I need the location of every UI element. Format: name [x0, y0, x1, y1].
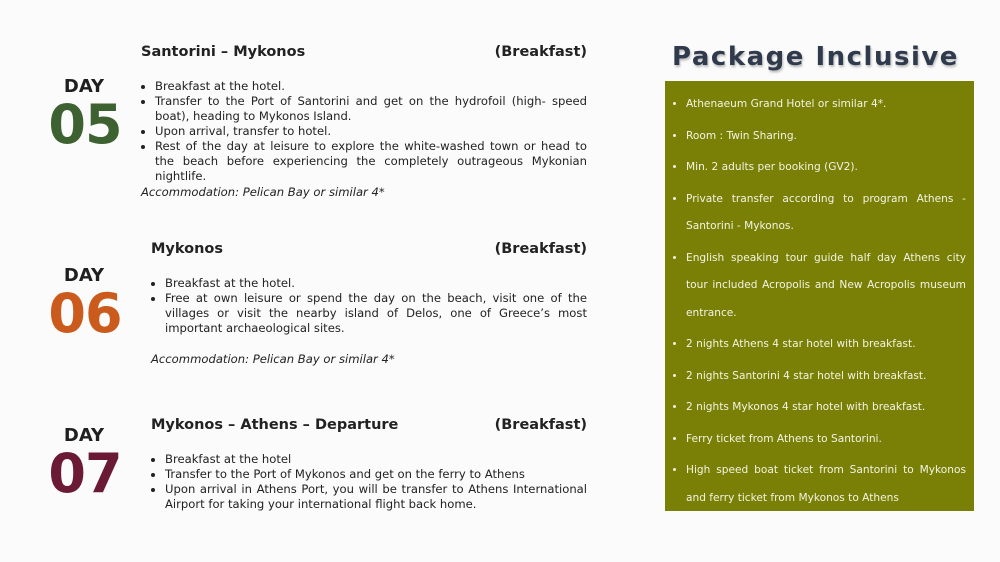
list-item: • Upon arrival in Athens Port, you will be transfer to Athens International Airport for taking your international flight back home.	[165, 482, 587, 512]
package-title: Package Inclusive	[672, 42, 959, 72]
list-item: • Breakfast at the hotel	[165, 452, 587, 467]
list-item: • Breakfast at the hotel.	[165, 276, 587, 291]
package-list	[673, 91, 966, 512]
list-item: • Min. 2 adults per booking (GV2).	[686, 154, 966, 182]
list-item: • Transfer to the Port of Mykonos and get on the ferry to Athens	[165, 467, 587, 482]
package-inclusive-box	[665, 81, 974, 511]
day-07-meal: (Breakfast)	[494, 417, 587, 433]
list-item: • 2 nights Athens 4 star hotel with breakfast.	[686, 331, 966, 359]
day-07-title: Mykonos – Athens – Departure	[151, 417, 399, 433]
list-item: • Free at own leisure or spend the day on the beach, visit one of the villages or visit the nearby island of Delos, one of Greece’s most important archaeological sites.	[165, 291, 587, 336]
day-07-number: 07	[48, 442, 122, 505]
day-06-itinerary-list	[151, 276, 587, 336]
day-05-meal: (Breakfast)	[494, 44, 587, 60]
day-06-title: Mykonos	[151, 241, 224, 257]
day-06-meal: (Breakfast)	[494, 241, 587, 257]
list-item: • English speaking tour guide half day Athens city tour included Acropolis and New Acropolis museum entrance.	[686, 245, 966, 328]
list-item: • Ferry ticket from Athens to Santorini.	[686, 426, 966, 454]
day-07-label: DAY	[63, 425, 105, 446]
list-item: • 2 nights Mykonos 4 star hotel with breakfast.	[686, 394, 966, 422]
day-05-title: Santorini – Mykonos	[141, 44, 306, 60]
day-05-label: DAY	[63, 76, 105, 97]
day-05-itinerary-list	[141, 79, 587, 184]
list-item: • High speed boat ticket from Santorini to Mykonos and ferry ticket from Mykonos to Athens	[686, 457, 966, 512]
list-item: • Upon arrival, transfer to hotel.	[155, 124, 587, 139]
day-05-number: 05	[48, 93, 122, 156]
day-07-itinerary-list	[151, 452, 587, 512]
list-item: • Private transfer according to program Athens - Santorini - Mykonos.	[686, 186, 966, 241]
list-item: • Rest of the day at leisure to explore the white-washed town or head to the beach before experiencing the completely outrageous Mykonian nightlife.	[155, 139, 587, 184]
day-06-number: 06	[48, 282, 122, 345]
day-06-accommodation: Accommodation: Pelican Bay or similar 4*	[151, 352, 395, 366]
day-05-accommodation: Accommodation: Pelican Bay or similar 4*	[141, 185, 385, 199]
list-item: • Room : Twin Sharing.	[686, 123, 966, 151]
list-item: • Transfer to the Port of Santorini and get on the hydrofoil (high- speed boat), heading to Mykonos Island.	[155, 94, 587, 124]
list-item: • 2 nights Santorini 4 star hotel with breakfast.	[686, 363, 966, 391]
list-item: • Athenaeum Grand Hotel or similar 4*.	[686, 91, 966, 119]
day-06-label: DAY	[63, 265, 105, 286]
list-item: • Breakfast at the hotel.	[155, 79, 587, 94]
